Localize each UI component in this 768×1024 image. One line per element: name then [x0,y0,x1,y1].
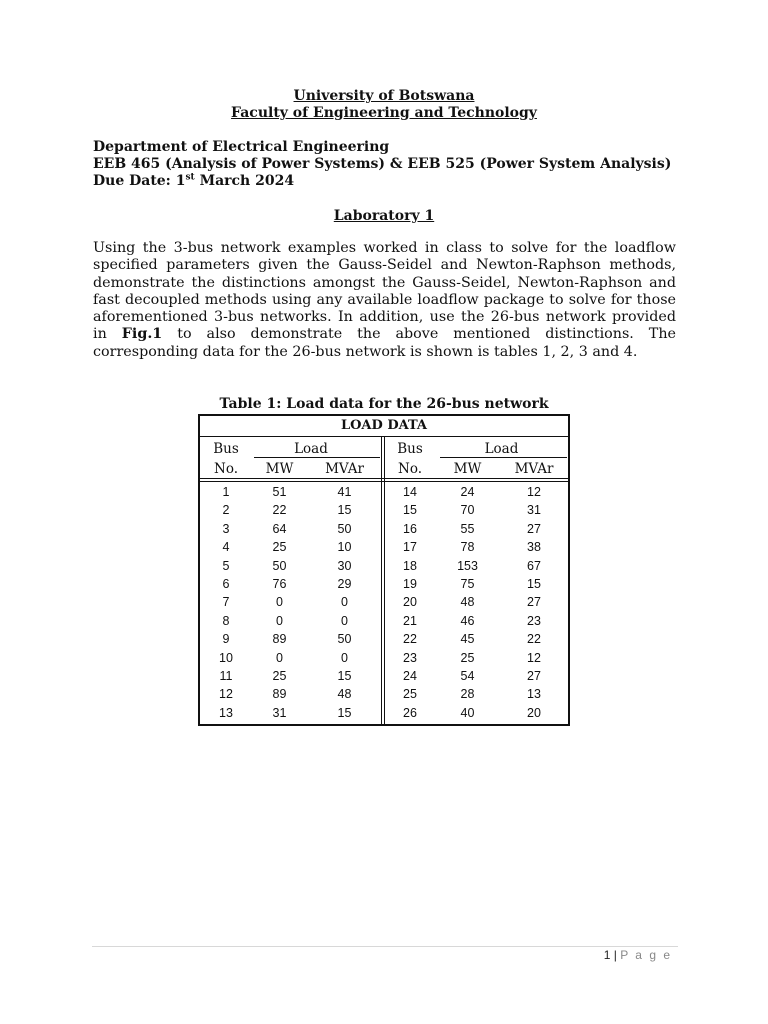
cell-right-bus: 20 [403,595,417,610]
cell-right-mw: 40 [460,705,475,720]
footer-rule [92,946,678,947]
cell-right-mw: 153 [457,558,478,573]
cell-left-mvar: 0 [341,650,348,665]
header-no-left: No. [214,461,238,477]
cell-left-mw: 0 [276,595,283,610]
cell-right-mvar: 23 [527,613,541,628]
header-bus-left: Bus [213,441,239,457]
cell-left-mvar: 0 [341,595,348,610]
cell-right-mvar: 12 [527,650,541,665]
cell-right-mvar: 15 [527,577,541,591]
cell-left-bus: 6 [222,577,230,591]
header-bus-right: Bus [397,441,423,457]
cell-left-mw: 89 [272,687,287,702]
cell-left-mw: 25 [272,540,287,555]
cell-right-bus: 14 [403,485,417,499]
cell-left-mvar: 50 [337,521,352,536]
cell-right-mvar: 12 [527,485,541,499]
course-codes-line: EEB 465 (Analysis of Power Systems) & EEB 525 (Power System Analysis) [93,156,672,172]
cell-left-bus: 11 [219,669,233,683]
page-number: 1 | P a g e [603,948,672,962]
due-date-line: Due Date: 1st March 2024 [93,172,295,189]
cell-left-mw: 0 [276,650,283,665]
load-underline-right [440,457,567,458]
cell-left-bus: 12 [219,687,233,702]
cell-right-bus: 16 [403,521,417,536]
cell-left-bus: 2 [222,503,230,518]
cell-left-mvar: 50 [337,632,352,647]
cell-left-bus: 4 [222,540,230,555]
cell-left-mw: 76 [272,577,287,591]
cell-left-mw: 22 [272,503,287,518]
faculty-heading: Faculty of Engineering and Technology [231,105,537,121]
cell-right-mvar: 27 [527,669,541,683]
cell-right-mw: 70 [460,503,475,518]
department-line: Department of Electrical Engineering [93,139,390,155]
cell-left-mw: 31 [272,705,287,720]
cell-left-mvar: 30 [337,558,352,573]
header-mvar-left: MVAr [325,461,364,477]
cell-left-mw: 50 [272,558,287,573]
cell-right-mvar: 31 [527,503,541,518]
cell-right-bus: 25 [403,687,417,702]
cell-right-mw: 78 [460,540,475,555]
cell-left-bus: 5 [222,558,230,573]
cell-left-mw: 25 [272,669,287,683]
cell-left-bus: 7 [222,595,230,610]
cell-left-bus: 8 [222,613,230,628]
cell-left-mvar: 15 [337,503,352,518]
cell-left-mvar: 29 [337,577,352,591]
cell-left-mvar: 15 [337,669,352,683]
cell-left-mvar: 15 [337,705,352,720]
cell-right-bus: 21 [403,613,417,628]
cell-right-mw: 46 [460,613,475,628]
cell-left-bus: 1 [222,485,230,499]
cell-right-mvar: 20 [527,705,541,720]
table-title: LOAD DATA [340,418,428,433]
cell-left-mw: 89 [272,632,287,647]
cell-right-bus: 19 [403,577,417,591]
cell-left-bus: 13 [219,705,233,720]
cell-left-mw: 51 [272,485,287,499]
cell-left-bus: 3 [222,521,230,536]
university-heading: University of Botswana [293,88,475,104]
load-underline-left [254,457,380,458]
cell-right-mvar: 38 [527,540,541,555]
fig-reference: Fig.1 [121,326,163,343]
cell-right-bus: 23 [403,650,417,665]
cell-right-mw: 55 [460,521,475,536]
cell-right-mvar: 27 [527,521,541,536]
cell-right-mvar: 67 [527,558,541,573]
cell-left-bus: 9 [222,632,230,647]
cell-right-mvar: 13 [527,687,541,702]
cell-right-mvar: 27 [527,595,541,610]
header-mvar-right: MVAr [514,461,554,477]
cell-right-mvar: 22 [527,632,541,647]
cell-left-mw: 0 [276,613,283,628]
cell-right-bus: 18 [403,558,417,573]
header-load-right: Load [484,441,519,457]
cell-right-bus: 17 [403,540,417,555]
load-data-table [198,414,570,726]
cell-left-mw: 64 [272,521,287,536]
cell-left-mvar: 41 [337,485,352,499]
cell-left-mvar: 0 [341,613,348,628]
cell-right-bus: 15 [403,503,417,518]
cell-right-bus: 24 [403,669,417,683]
cell-right-bus: 22 [403,632,417,647]
cell-right-mw: 28 [460,687,475,702]
cell-right-bus: 26 [403,705,417,720]
cell-left-mvar: 10 [337,540,352,555]
cell-left-mvar: 48 [337,687,352,702]
table-caption: Table 1: Load data for the 26-bus network [219,396,549,412]
instructions-paragraph: Using the 3-bus network examples worked in class to solve for the loadflow specified parameters given the Gauss-Seidel and Newton-Raphson methods, demonstrate the distinctions amongst the Gauss-Seidel, Newton-Raphson and fast decoupled methods using any available loadflow package to solve for those aforementioned 3-bus networks. In addition, use the 26-bus network provided in Fig.1 to also demonstrate the above mentioned distinctions. The corresponding data for the 26-bus network is shown is tables 1, 2, 3 and 4. [93,240,676,360]
header-no-right: No. [398,461,422,477]
header-load-left: Load [294,441,328,457]
cell-right-mw: 75 [460,577,475,591]
cell-right-mw: 54 [460,669,475,683]
cell-right-mw: 24 [460,485,475,499]
header-mw-left: MW [265,461,294,477]
cell-right-mw: 45 [460,632,475,647]
cell-right-mw: 48 [460,595,475,610]
cell-left-bus: 10 [219,650,233,665]
header-mw-right: MW [453,461,482,477]
lab-title: Laboratory 1 [333,208,435,224]
cell-right-mw: 25 [460,650,475,665]
